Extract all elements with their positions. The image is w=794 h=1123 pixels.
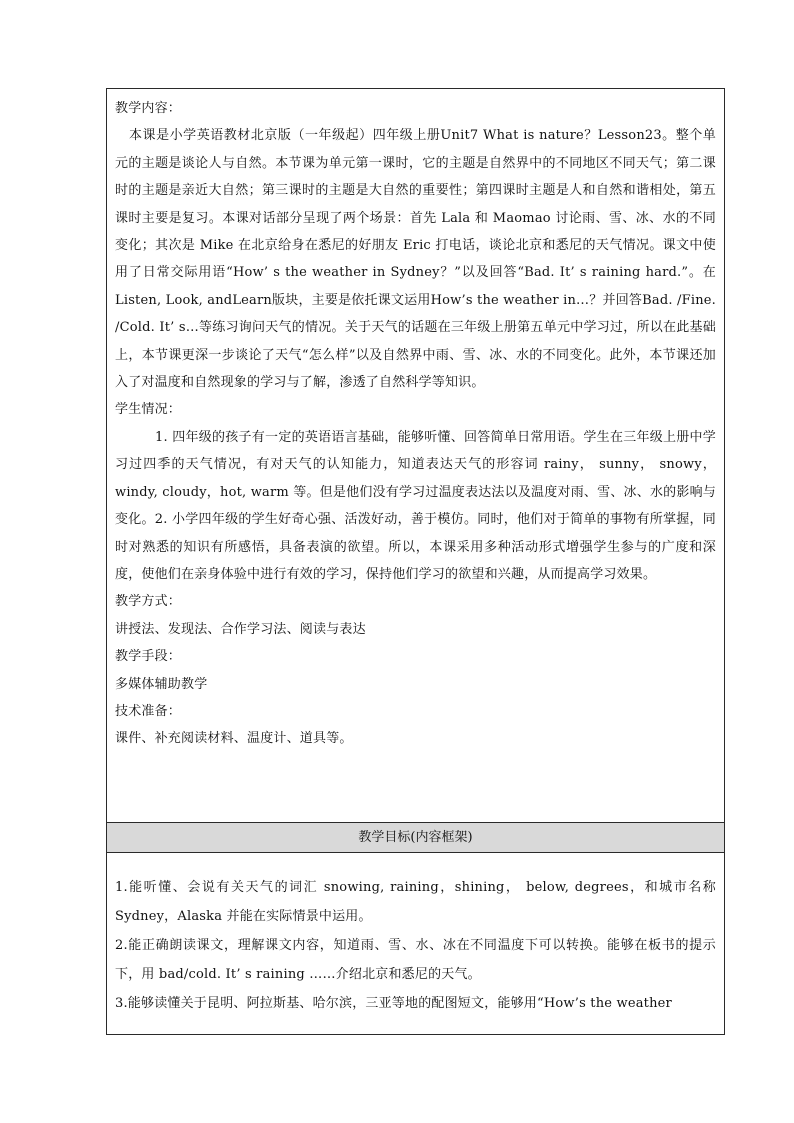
tech-value: 课件、补充阅读材料、温度计、道具等。	[115, 731, 353, 747]
students-paragraph: 1. 四年级的孩子有一定的英语语言基础，能够听懂、回答简单日常用语。学生在三年级上册中学习过四季的天气情况，有对天气的认知能力，知道表达天气的形容词 rainy， sunny， snowy， windy, cloudy，hot, warm 等。但是他们没有学习过温度表达法以及温度对雨、雪、冰、水的影响与变化。2. 小学四年级的学生好奇心强、活泼好动，善于模仿。同时，他们对于简单的事物有所掌握，同时对熟悉的知识有所感悟，具备表演的欲望。所以，本课采用多种活动形式增强学生参与的广度和深度，使他们在亲身体验中进行有效的学习，保持他们学习的欲望和兴趣，从而提高学习效果。	[115, 429, 716, 582]
means-value: 多媒体辅助教学	[115, 676, 208, 692]
students-label: 学生情况：	[115, 402, 182, 418]
methods-value: 讲授法、发现法、合作学习法、阅读与表达	[115, 621, 366, 637]
objective-item: 3.能够读懂关于昆明、阿拉斯基、哈尔滨，三亚等地的配图短文，能够用“How’s the weather	[115, 996, 672, 1011]
objectives-header: 教学目标(内容框架)	[107, 822, 724, 853]
tech-label: 技术准备：	[115, 703, 182, 719]
methods-label: 教学方式：	[115, 594, 182, 610]
objectives-cell	[107, 853, 724, 1034]
objective-item: 2.能正确朗读课文，理解课文内容，知道雨、雪、水、冰在不同温度下可以转换。能够在板书的提示下，用 bad/cold. It’ s raining ……介绍北京和悉尼的天气。	[115, 938, 716, 982]
objective-item: 1.能听懂、会说有关天气的词汇 snowing, raining，shining， below, degrees，和城市名称 Sydney，Alaska 并能在实际情景中运用。	[115, 880, 716, 924]
lesson-info-cell	[107, 89, 724, 822]
content-paragraph: 本课是小学英语教材北京版（一年级起）四年级上册Unit7 What is nature？Lesson23。整个单元的主题是谈论人与自然。本节课为单元第一课时，它的主题是自然界中的不同地区不同天气；第二课时的主题是亲近大自然；第三课时的主题是大自然的重要性；第四课时主题是人和自然和谐相处，第五课时主要是复习。本课对话部分呈现了两个场景：首先 Lala 和 Maomao 讨论雨、雪、冰、水的不同变化；其次是 Mike 在北京给身在悉尼的好朋友 Eric 打电话，谈论北京和悉尼的天气情况。课文中使用了日常交际用语“How’ s the weather in Sydney？”以及回答“Bad. It’ s raining hard.”。在Listen, Look, andLearn版块，主要是依托课文运用How’s the weather in…？并回答Bad. /Fine. /Cold. It’ s…等练习询问天气的情况。关于天气的话题在三年级上册第五单元中学习过，所以在此基础上，本节课更深一步谈论了天气“怎么样”以及自然界中雨、雪、冰、水的不同变化。此外，本节课还加入了对温度和自然现象的学习与了解，渗透了自然科学等知识。	[115, 128, 716, 391]
content-label: 教学内容：	[115, 101, 182, 116]
lesson-plan-table	[106, 88, 725, 1035]
means-label: 教学手段：	[115, 649, 182, 665]
